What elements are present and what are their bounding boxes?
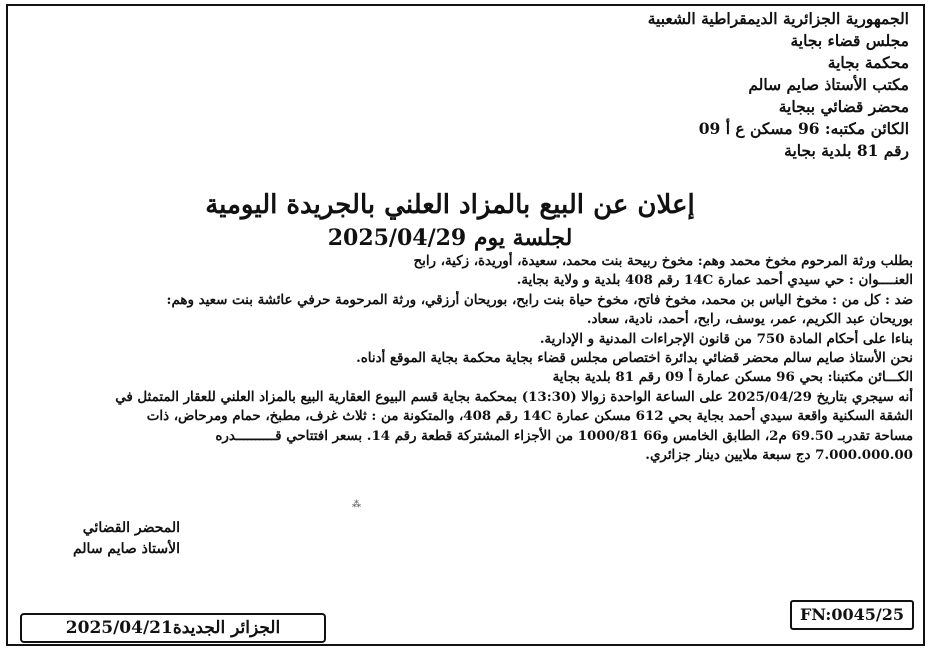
header-line-council: مجلس قضاء بجاية: [790, 31, 909, 50]
stamp-mark: ⁂: [352, 500, 361, 510]
session-date: لجلسة يوم 2025/04/29: [327, 225, 573, 251]
announcement-body: [16, 252, 913, 465]
signature-title: المحضر القضائي: [82, 520, 180, 536]
header-line-address: الكائن مكتبه: 96 مسكن ع أ 09: [698, 119, 909, 138]
header-line-bailiff: محضر قضائي ببجاية: [778, 97, 909, 116]
signature-name: الأستاذ صايم سالم: [72, 541, 180, 557]
body-line: ضد : كل من : مخوخ الياس بن محمد، مخوخ فاتح، مخوخ حياة بنت رابح، بوريحان أرزقي، ورثة المرحومة حرفي عائشة بنت سعيد وهم:: [166, 291, 913, 308]
announcement-title: إعلان عن البيع بالمزاد العلني بالجريدة اليومية: [205, 190, 695, 220]
reference-box: FN:0045/25: [790, 600, 914, 630]
newspaper-date-box: الجزائر الجديدة2025/04/21: [20, 613, 326, 643]
header-line-court: محكمة بجاية: [827, 53, 909, 72]
header-line-country: الجمهورية الجزائرية الديمقراطية الشعبية: [647, 9, 909, 28]
body-line: بوريحان عبد الكريم، عمر، يوسف، رابح، أحمد، نادية، سعاد.: [586, 311, 913, 328]
issuer-header: [489, 8, 909, 162]
body-line: الشقة السكنية واقعة سيدي أحمد بجاية بحي 612 مسكن عمارة 14C رقم 408، والمتكونة من : ثلاث غرف، مطبخ، حمام ومرحاض، ذات: [146, 408, 913, 425]
body-line: بطلب ورثة المرحوم مخوخ محمد وهم: مخوخ ربيحة بنت محمد، سعيدة، أوريدة، زكية، رابح: [413, 253, 913, 269]
body-line: نحن الأستاذ صايم سالم محضر قضائي بدائرة اختصاص مجلس قضاء بجاية محكمة بجاية الموقع أدناه.: [356, 350, 913, 367]
header-line-number: رقم 81 بلدية بجاية: [784, 141, 909, 160]
body-line: بناءا على أحكام المادة 750 من قانون الإجراءات المدنية و الإدارية.: [539, 330, 913, 347]
body-line: الكـــائن مكتبنا: بحي 96 مسكن عمارة أ 09 رقم 81 بلدية بجاية: [552, 369, 913, 386]
header-line-office: مكتب الأستاذ صايم سالم: [748, 75, 909, 94]
body-line: أنه سيجري بتاريخ 2025/04/29 على الساعة الواحدة زوالا (13:30) بمحكمة بجاية قسم البيوع العقارية البيع بالمزاد العلني للعقار المتمثل في: [115, 388, 913, 405]
body-line: العنــــوان : حي سيدي أحمد عمارة 14C رقم 408 بلدية و ولاية بجاية.: [516, 272, 913, 289]
body-line: 7.000.000.00 دج سبعة ملايين دينار جزائري.: [645, 447, 913, 464]
body-line: مساحة تقدربـ 69.50 م2، الطابق الخامس و66 1000/81 من الأجزاء المشتركة قطعة رقم 14. بسعر افتتاحي قــــــــــدره: [215, 427, 913, 444]
signature-block: [40, 518, 180, 560]
